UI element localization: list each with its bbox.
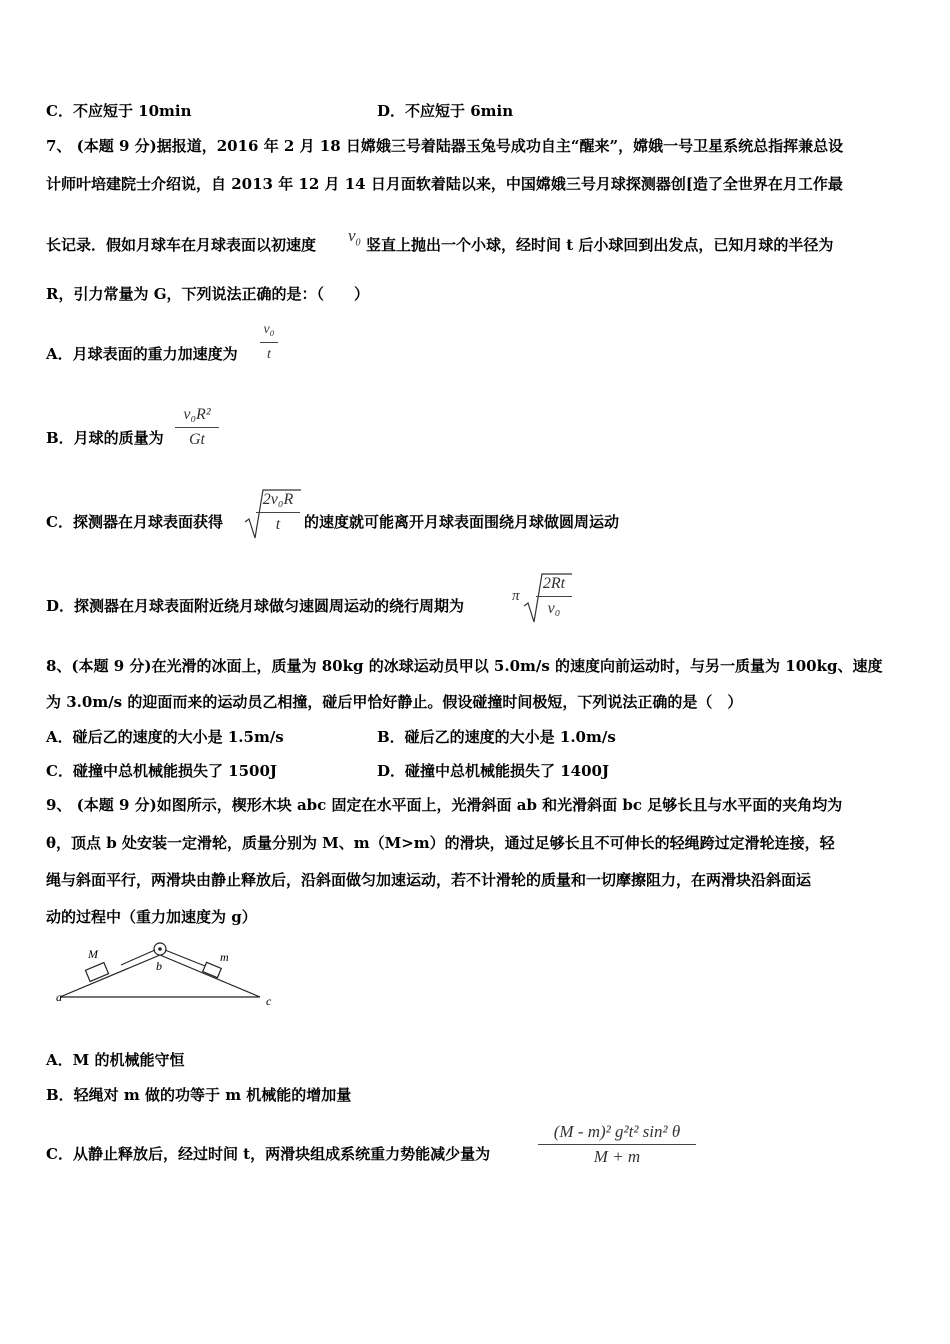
- q7-option-b-fraction: [175, 405, 219, 450]
- slope-ab: [60, 955, 160, 997]
- q7-option-c-suffix: 的速度就可能离开月球表面围绕月球做圆周运动: [304, 513, 620, 531]
- q7-option-d-fraction: [536, 574, 572, 619]
- q9-option-c-fraction: [538, 1122, 696, 1167]
- q7-stem-line3a: 长记录．假如月球车在月球表面以初速度: [46, 236, 317, 254]
- q7-option-a-fraction: [260, 320, 278, 365]
- slope-bc: [160, 955, 260, 997]
- frac-bar: [536, 596, 572, 597]
- q8-stem-line1: 8、(本题 9 分)在光滑的冰面上，质量为 80kg 的冰球运动员甲以 5.0m/s 的速度向前运动时，与另一质量为 100kg、速度: [46, 657, 883, 675]
- q7-option-d: D．探测器在月球表面附近绕月球做匀速圆周运动的绕行周期为: [46, 597, 465, 615]
- q7-v0-symbol: [348, 226, 361, 248]
- q7-option-a: A．月球表面的重力加速度为: [46, 345, 238, 363]
- frac-bar: [256, 512, 300, 513]
- wedge-pulley-figure: [50, 935, 290, 1015]
- rope-right: [165, 950, 210, 968]
- q9-option-b: B．轻绳对 m 做的功等于 m 机械能的增加量: [46, 1086, 352, 1104]
- rope-left: [121, 950, 155, 965]
- frac-denominator: t: [275, 516, 281, 533]
- frac-bar: [260, 342, 278, 343]
- q8-option-a: A．碰后乙的速度的大小是 1.5m/s: [46, 728, 284, 746]
- label-a: a: [56, 990, 62, 1004]
- q7-stem-line2: 计师叶培建院士介绍说，自 2013 年 12 月 14 日月面软着陆以来，中国嫦娥三号月球探测器创[造了全世界在月工作最: [46, 175, 843, 193]
- frac-numerator: (M - m)² g²t² sin² θ: [553, 1122, 681, 1141]
- q7-option-b: B．月球的质量为: [46, 429, 164, 447]
- frac-numerator: 2v₀R: [262, 491, 294, 508]
- q7-stem-line1: 7、 (本题 9 分)据报道，2016 年 2 月 18 日嫦娥三号着陆器玉兔号成功自主“醒来”，嫦娥一号卫星系统总指挥兼总设: [46, 137, 844, 155]
- q9-stem-line3: 绳与斜面平行，两滑块由静止释放后，沿斜面做匀加速运动，若不计滑轮的质量和一切摩擦阻力，在两滑块沿斜面运: [46, 871, 812, 889]
- q6-option-d: D．不应短于 6min: [377, 102, 514, 120]
- label-m: m: [220, 950, 229, 964]
- q8-option-b: B．碰后乙的速度的大小是 1.0m/s: [377, 728, 616, 746]
- frac-denominator: M + m: [593, 1147, 641, 1166]
- label-c: c: [266, 994, 272, 1008]
- v0-letter: v: [348, 226, 356, 245]
- q8-option-c: C．碰撞中总机械能损失了 1500J: [46, 762, 278, 780]
- block-m: [203, 962, 222, 977]
- pi-symbol: π: [512, 588, 520, 604]
- label-b: b: [156, 959, 162, 973]
- q7-stem-line3b: 竖直上抛出一个小球，经时间 t 后小球回到出发点，已知月球的半径为: [366, 236, 834, 254]
- q7-option-c-prefix: C．探测器在月球表面获得: [46, 513, 223, 531]
- v0-sub: 0: [355, 237, 361, 249]
- frac-bar: [538, 1144, 696, 1145]
- q8-option-d: D．碰撞中总机械能损失了 1400J: [377, 762, 610, 780]
- frac-denominator: Gt: [189, 431, 205, 448]
- frac-denominator: v₀: [547, 600, 561, 617]
- q9-stem-line2: θ，顶点 b 处安装一定滑轮，质量分别为 M、m（M>m）的滑块，通过足够长且不可伸长的轻绳跨过定滑轮连接，轻: [46, 834, 835, 852]
- q7-option-c-fraction: [256, 490, 300, 535]
- frac-bar: [175, 427, 219, 428]
- frac-denominator: t: [267, 347, 271, 362]
- q9-stem-line4: 动的过程中（重力加速度为 g）: [46, 908, 257, 926]
- q9-option-a: A．M 的机械能守恒: [46, 1051, 185, 1069]
- pulley-axle: [158, 947, 162, 951]
- frac-numerator: v₀: [263, 322, 275, 337]
- label-M: M: [88, 947, 98, 961]
- q9-option-c: C．从静止释放后，经过时间 t，两滑块组成系统重力势能减少量为: [46, 1145, 491, 1163]
- q8-stem-line2: 为 3.0m/s 的迎面而来的运动员乙相撞，碰后甲恰好静止。假设碰撞时间极短，下列说法正确的是（ ）: [46, 693, 743, 711]
- q6-option-c: C．不应短于 10min: [46, 102, 192, 120]
- q7-stem-line4: R，引力常量为 G，下列说法正确的是：（ ）: [46, 285, 370, 303]
- q9-stem-line1: 9、 (本题 9 分)如图所示，楔形木块 abc 固定在水平面上，光滑斜面 ab 和光滑斜面 bc 足够长且与水平面的夹角均为: [46, 796, 843, 814]
- frac-numerator: v₀R²: [183, 406, 211, 423]
- frac-numerator: 2Rt: [542, 575, 566, 592]
